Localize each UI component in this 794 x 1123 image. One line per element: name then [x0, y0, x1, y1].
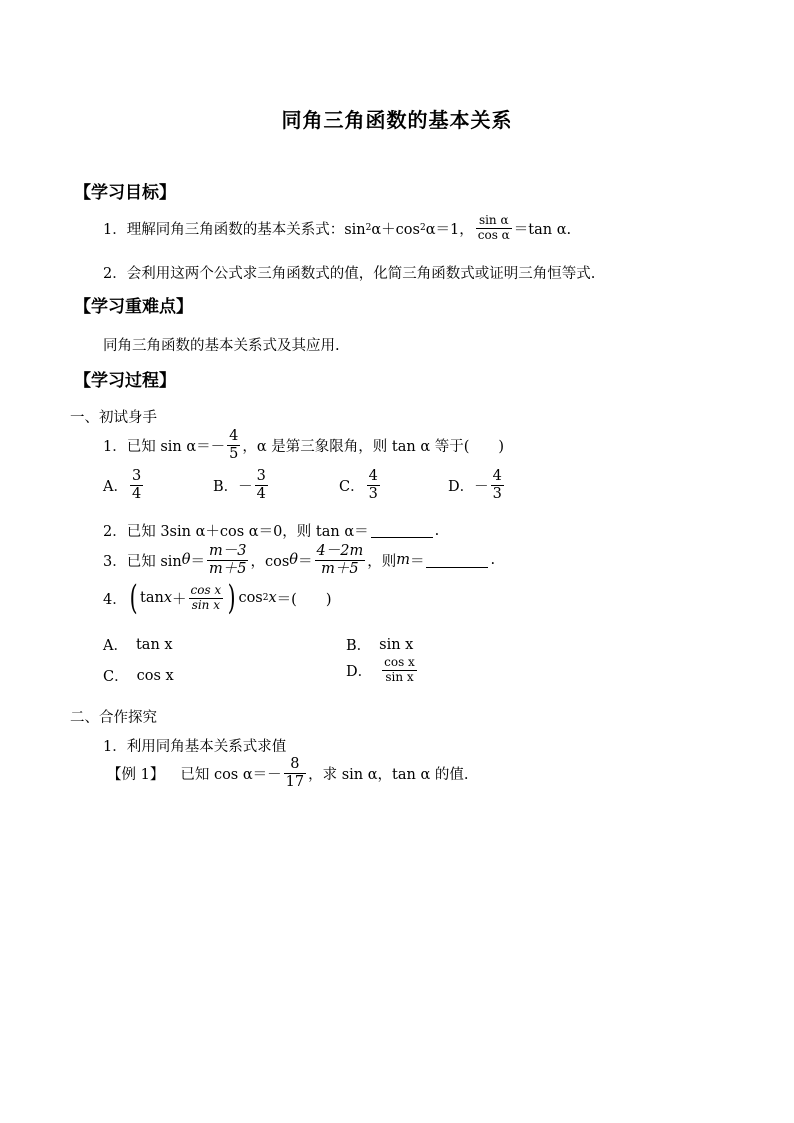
option-denominator: 4	[256, 485, 266, 502]
question-2-suffix: .	[434, 522, 440, 539]
keypoints-text: 同角三角函数的基本关系式及其应用.	[103, 338, 340, 354]
option-label: C．	[339, 478, 365, 495]
question-4-suffix: ＝( )	[276, 591, 332, 608]
question-1-option-d	[448, 468, 506, 502]
option-denominator: sin x	[385, 669, 414, 684]
question-3-fraction-2	[315, 543, 366, 577]
option-text: tan x	[135, 636, 173, 653]
x-symbol: x	[163, 590, 172, 607]
goal-1-mid: α＋cos	[371, 221, 420, 238]
document-title: 同角三角函数的基本关系	[281, 108, 513, 132]
question-3-then: ，则	[367, 553, 397, 570]
option-sign: －	[238, 478, 253, 495]
right-paren: )	[227, 578, 236, 618]
option-fraction	[130, 468, 143, 502]
question-4-option-c	[103, 665, 174, 686]
option-label: C．	[103, 669, 129, 685]
question-4-fraction	[189, 584, 224, 613]
fraction-numerator: 8	[290, 756, 300, 772]
goal-1: 1．理解同角三角函数的基本关系式：sin 2 α＋cos 2 α＝1， $\frac{\text{sin α}}{\text{cos α}}$ ＝tan α.	[103, 213, 572, 242]
example-1-label: 【例 1】	[107, 766, 165, 783]
x-symbol: x	[268, 590, 277, 607]
option-label: B．	[213, 478, 239, 495]
question-4-option-b	[346, 634, 413, 655]
option-fraction	[255, 468, 268, 502]
theta-symbol: θ	[289, 552, 299, 569]
fraction-denominator: 17	[285, 773, 305, 790]
option-label: B．	[346, 638, 372, 654]
question-1-fraction	[227, 428, 240, 462]
fraction-numerator: 4－2m	[316, 543, 364, 559]
answer-blank[interactable]	[426, 553, 488, 568]
part-2-heading: 二、合作探究	[70, 710, 157, 726]
question-1-numerator: 4	[229, 428, 239, 444]
question-1-option-c	[339, 468, 382, 502]
question-2-prefix: 2．已知 3sin α＋cos α＝0，则 tan α＝	[103, 524, 369, 540]
example-1-fraction	[284, 756, 306, 790]
option-fraction	[382, 656, 417, 685]
fraction-denominator: sin x	[191, 597, 220, 612]
example-1	[107, 756, 468, 790]
fraction-denominator: m＋5	[209, 560, 247, 577]
option-label: A．	[103, 638, 128, 654]
part-2-subheading: 1．利用同角基本关系式求值	[103, 739, 287, 755]
equals-sign: ＝	[298, 553, 313, 570]
option-text: cos x	[136, 667, 174, 684]
goal-1-fraction-denominator: cos α	[477, 227, 510, 242]
goal-1-fraction	[476, 214, 512, 243]
equals-sign: ＝	[409, 553, 425, 570]
example-1-prefix: 已知 cos α＝－	[180, 766, 282, 783]
question-3-prefix: 3．已知 sin	[103, 553, 182, 570]
question-4-option-a	[103, 634, 173, 655]
option-numerator: 3	[256, 468, 266, 484]
section-heading-process: 【学习过程】	[74, 371, 176, 391]
question-2	[103, 520, 439, 541]
goal-1-fraction-numerator: sin α	[478, 213, 509, 227]
left-paren: (	[129, 578, 138, 618]
m-symbol: m	[396, 552, 410, 569]
section-heading-goals: 【学习目标】	[74, 183, 176, 203]
question-1-denominator: 5	[229, 445, 239, 462]
cos-text: cos	[238, 590, 263, 607]
example-1-suffix: ，求 sin α，tan α 的值.	[308, 766, 469, 783]
option-denominator: 3	[368, 485, 378, 502]
question-3	[103, 543, 495, 577]
option-label: A．	[103, 478, 128, 495]
option-fraction	[491, 468, 504, 502]
tan-text: tan	[140, 590, 164, 607]
equals-sign: ＝	[190, 553, 205, 570]
part-1-heading: 一、初试身手	[70, 410, 157, 426]
question-4-option-d	[346, 656, 419, 685]
question-1-option-a	[103, 468, 145, 502]
option-numerator: 4	[492, 468, 502, 484]
question-3-mid: ，cos	[250, 553, 290, 570]
question-3-fraction-1	[207, 543, 248, 577]
fraction-denominator: m＋5	[321, 560, 359, 577]
option-text: sin x	[379, 636, 414, 653]
answer-blank[interactable]	[371, 523, 433, 538]
fraction-numerator: cos x	[190, 583, 222, 597]
question-1	[103, 428, 504, 462]
option-label: D．	[448, 478, 475, 495]
question-4: 4． ( tan x ＋ $\frac{\text{cos x}}{\text{sin x}}$ ) cos 2 x ＝( )	[103, 578, 332, 618]
option-denominator: 3	[492, 485, 502, 502]
option-numerator: 4	[368, 468, 378, 484]
question-1-option-b	[213, 468, 270, 502]
question-3-suffix: .	[490, 552, 496, 569]
goal-1-after: α＝1，	[425, 221, 474, 238]
option-sign: －	[474, 478, 489, 495]
goal-2: 2．会利用这两个公式求三角函数式的值，化简三角函数式或证明三角恒等式.	[103, 266, 596, 282]
option-label: D．	[346, 663, 373, 680]
question-4-prefix: 4．	[103, 591, 127, 608]
option-fraction	[367, 468, 380, 502]
question-1-prefix: 1．已知 sin α＝－	[103, 438, 226, 455]
question-1-suffix: ，α 是第三象限角，则 tan α 等于( )	[242, 438, 505, 455]
section-heading-keypoints: 【学习重难点】	[74, 297, 193, 317]
goal-1-prefix: 1．理解同角三角函数的基本关系式：sin	[103, 221, 366, 238]
fraction-numerator: m－3	[209, 543, 247, 559]
goal-1-end: ＝tan α.	[513, 221, 572, 238]
plus-sign: ＋	[172, 591, 187, 608]
option-numerator: 3	[131, 468, 142, 484]
theta-symbol: θ	[181, 552, 191, 569]
option-numerator: cos x	[384, 655, 415, 669]
option-denominator: 4	[131, 485, 142, 502]
